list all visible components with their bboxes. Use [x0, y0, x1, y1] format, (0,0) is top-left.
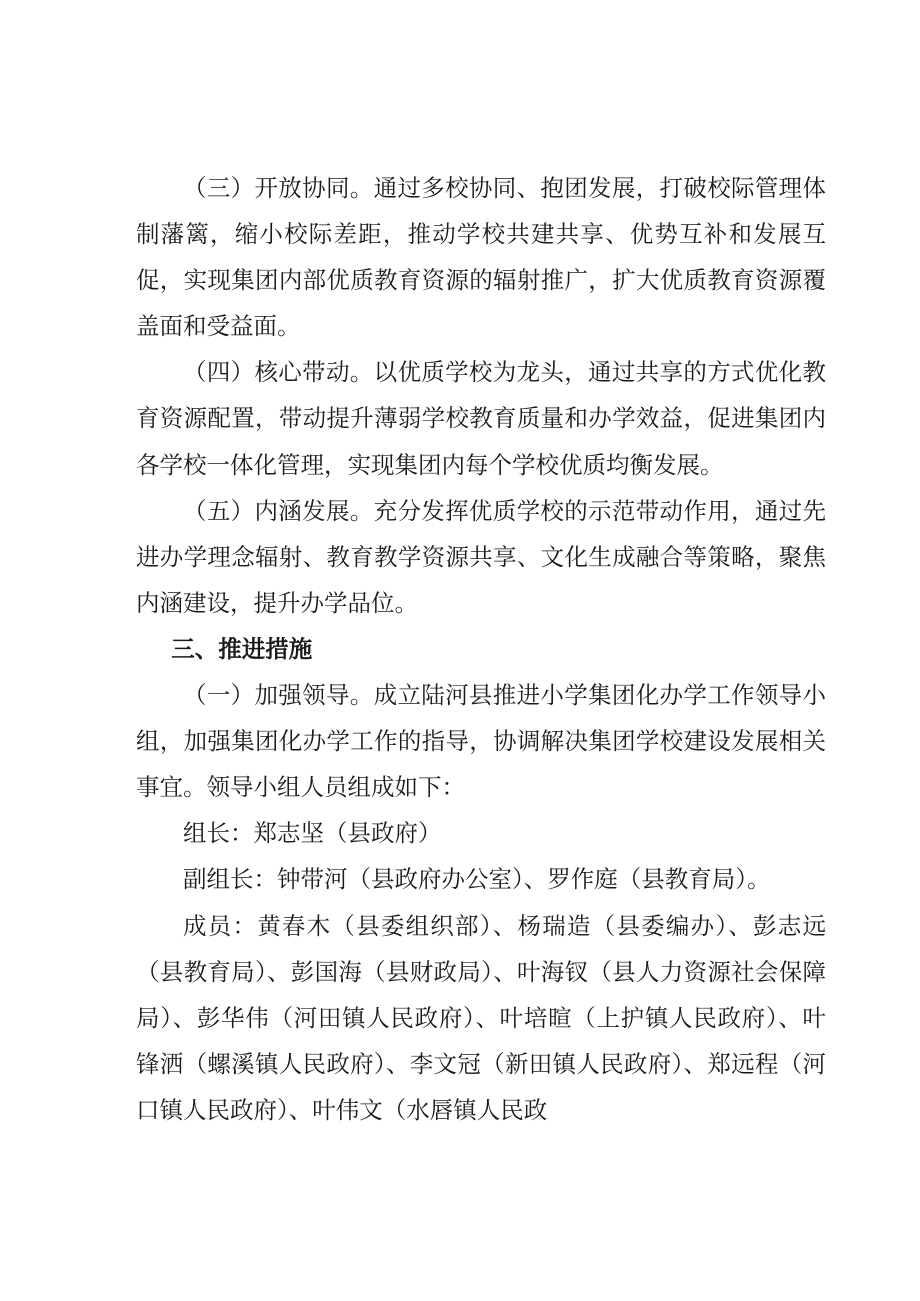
paragraph-core-driving: （四）核心带动。以优质学校为龙头，通过共享的方式优化教育资源配置，带动提升薄弱学校教育质量和办学效益，促进集团内各学校一体化管理，实现集团内每个学校优质均衡发展。: [136, 358, 826, 479]
paragraph-open-collaboration: （三）开放协同。通过多校协同、抱团发展，打破校际管理体制藩篱，缩小校际差距，推动学校共建共享、优势互补和发展互促，实现集团内部优质教育资源的辐射推广，扩大优质教育资源覆盖面和受益面。: [136, 174, 826, 341]
paragraph-deputy-leaders: 副组长：钟带河（县政府办公室）、罗作庭（县教育局）。: [183, 865, 771, 894]
document-body: [136, 165, 826, 1133]
paragraph-group-leader: 组长：郑志坚（县政府）: [183, 819, 442, 848]
section-heading: 三、推进措施: [171, 634, 313, 663]
paragraph-connotation-development: （五）内涵发展。充分发挥优质学校的示范带动作用，通过先进办学理念辐射、教育教学资源共享、文化生成融合等策略，聚焦内涵建设，提升办学品位。: [136, 496, 826, 617]
paragraph-strengthen-leadership: （一）加强领导。成立陆河县推进小学集团化办学工作领导小组，加强集团化办学工作的指导，协调解决集团学校建设发展相关事宜。领导小组人员组成如下：: [136, 681, 826, 802]
paragraph-members: 成员：黄春木（县委组织部）、杨瑞造（县委编办）、彭志远（县教育局）、彭国海（县财政局）、叶海钗（县人力资源社会保障局）、彭华伟（河田镇人民政府）、叶培暄（上护镇人民政府）、叶锋洒（螺溪镇人民政府）、李文冠（新田镇人民政府）、郑远程（河口镇人民政府）、叶伟文（水唇镇人民政: [136, 911, 826, 1124]
